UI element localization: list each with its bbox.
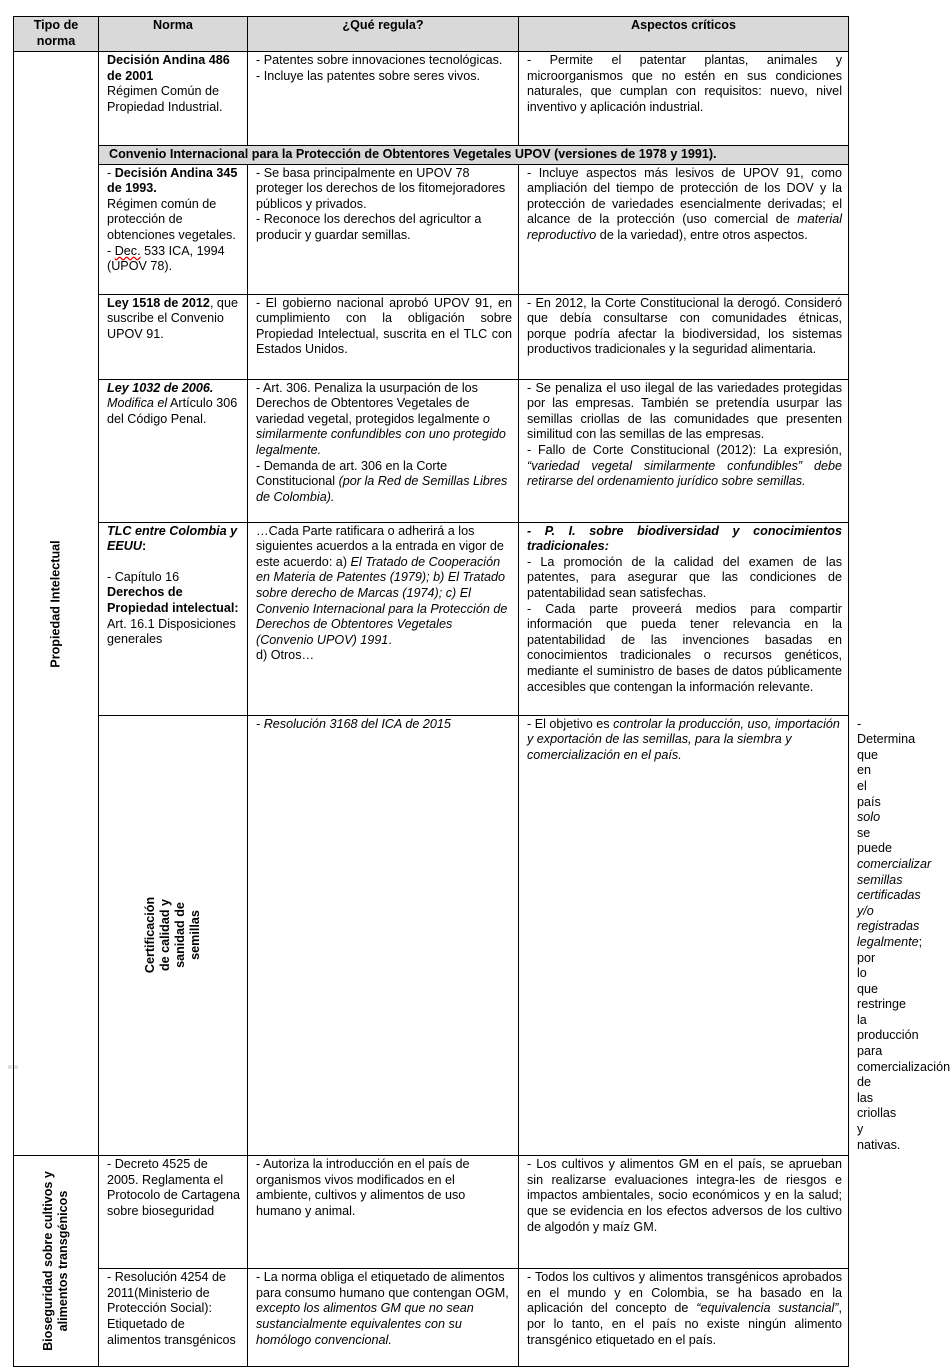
header-aspectos: Aspectos críticos (519, 17, 849, 52)
norma-cell: - Decisión Andina 345 de 1993. Régimen común de protección de obtenciones vegetales. - Dec. 533 ICA, 1994 (UPOV 78). (99, 164, 248, 294)
aspectos-cell: - Incluye aspectos más lesivos de UPOV 91, como ampliación del tiempo de protección de los DOV y la protección de variedades esencialmente derivadas; el alcance de la protección (uso comercial de material reproductivo de la variedad), entre otros aspectos. (519, 164, 849, 294)
norma-cell: Ley 1032 de 2006. Modifica el Artículo 306 del Código Penal. (99, 379, 248, 522)
table-row (14, 1269, 849, 1367)
norma-cell: TLC entre Colombia y EEUU: - Capítulo 16 Derechos de Propiedad intelectual: Art. 16.1 Disposiciones generales (99, 522, 248, 715)
regula-cell: - Patentes sobre innovaciones tecnológicas. - Incluye las patentes sobre seres vivos. (248, 52, 519, 146)
group-propiedad-intelectual: Propiedad Intelectual (14, 52, 99, 1156)
page-corner-marks (8, 1056, 22, 1060)
normas-table (13, 16, 950, 1367)
regula-cell: - El objetivo es controlar la producción, uso, importación y exportación de las semillas, para la siembra y comercialización en el país. (519, 715, 849, 1156)
header-regula: ¿Qué regula? (248, 17, 519, 52)
aspectos-cell: - En 2012, la Corte Constitucional la derogó. Consideró que debía consultarse con comunidades étnicas, porque podría afectar la biodiversidad, los sistemas productivos tradicionales y la seguridad alimentaria. (519, 294, 849, 379)
group-certificacion: Certificación de calidad y sanidad de semillas (99, 715, 248, 1156)
norma-cell: Ley 1518 de 2012, que suscribe el Convenio UPOV 91. (99, 294, 248, 379)
header-row (14, 17, 849, 52)
table-row: Certificación de calidad y sanidad de semillas - Resolución 3168 del ICA de 2015 - El objetivo es controlar la producción, uso, importación y exportación de las semillas, para la siembra y comercialización en el país. - Determina que en el país solo se puede comercializar semillas certificadas y/o registradas legalmente; por lo que restringe la producción para comercialización de las criollas y nativas. (14, 715, 849, 1156)
aspectos-cell: - Se penaliza el uso ilegal de las variedades protegidas por las empresas. También se pretendía usurpar las semillas criollas de las comunidades que presenten similitud con las semillas de las empresas. - Fallo de Corte Constitucional (2012): La expresión, “variedad vegetal similarmente confundibles” debe retirarse del ordenamiento jurídico sobre semillas. (519, 379, 849, 522)
banner-row (14, 146, 849, 165)
aspectos-cell: - Los cultivos y alimentos GM en el país, se aprueban sin realizarse evaluaciones integra-les de riesgos e impactos ambientales, socio económicos y en la salud; que se evidencia en los efectos adversos de los cultivo de algodón y maíz GM. (519, 1156, 849, 1269)
norma-cell: - Resolución 4254 de 2011(Ministerio de Protección Social): Etiquetado de alimentos transgénicos (99, 1269, 248, 1367)
table-row (14, 294, 849, 379)
regula-cell: - Se basa principalmente en UPOV 78 proteger los derechos de los fitomejoradores públicos y privados. - Reconoce los derechos del agricultor a producir y guardar semillas. (248, 164, 519, 294)
table-row (14, 52, 849, 146)
header-norma: Norma (99, 17, 248, 52)
regula-cell: - Autoriza la introducción en el país de organismos vivos modificados en el ambiente, cultivos y alimentos de uso humano y animal. (248, 1156, 519, 1269)
table-row (14, 379, 849, 522)
aspectos-cell: - Permite el patentar plantas, animales y microorganismos que no estén en sus condiciones naturales, que cumplan con requisitos: nuevo, nivel inventivo y aplicación industrial. (519, 52, 849, 146)
table-row (14, 1156, 849, 1269)
table-row (14, 522, 849, 715)
norma-cell: Decisión Andina 486 de 2001 Régimen Común de Propiedad Industrial. (99, 52, 248, 146)
header-tipo: Tipo de norma (14, 17, 99, 52)
regula-cell: - La norma obliga el etiquetado de alimentos para consumo humano que contengan OGM, excepto los alimentos GM que no sean sustancialmente equivalentes con su homólogo convencional. (248, 1269, 519, 1367)
norma-cell: - Decreto 4525 de 2005. Reglamenta el Protocolo de Cartagena sobre bioseguridad (99, 1156, 248, 1269)
aspectos-cell: - Todos los cultivos y alimentos transgénicos aprobados en el mundo y en Colombia, se ha basado en la aplicación del concepto de “equivalencia sustancial”, por lo tanto, en el país no existe ningún alimento transgénico etiquetado en el país. (519, 1269, 849, 1367)
regula-cell: - El gobierno nacional aprobó UPOV 91, en cumplimiento con la obligación sobre Propiedad Intelectual, suscrita en el TLC con Estados Unidos. (248, 294, 519, 379)
group-bioseguridad: Bioseguridad sobre cultivos y alimentos transgénicos (14, 1156, 99, 1367)
table-row (14, 164, 849, 294)
upov-banner: Convenio Internacional para la Protección de Obtentores Vegetales UPOV (versiones de 1978 y 1991). (99, 146, 849, 165)
aspectos-cell: - P. I. sobre biodiversidad y conocimientos tradicionales: - La promoción de la calidad del examen de las patentes, para asegurar que las condiciones de patentabilidad sean satisfechas. - Cada parte proveerá medios para compartir información que pueda tener relevancia en la patentabilidad de las invenciones basadas en conocimientos tradicionales o recursos genéticos, mediante el suministro de bases de datos públicamente accesibles que contengan la información relevante. (519, 522, 849, 715)
regula-cell: …Cada Parte ratificara o adherirá a los siguientes acuerdos a la entrada en vigor de este acuerdo: a) El Tratado de Cooperación en Materia de Patentes (1979); b) El Tratado sobre derecho de Marcas (1974); c) El Convenio Internacional para la Protección de Derechos de Obtentores Vegetales (Convenio UPOV) 1991. d) Otros… (248, 522, 519, 715)
norma-cell: - Resolución 3168 del ICA de 2015 (248, 715, 519, 1156)
regula-cell: - Art. 306. Penaliza la usurpación de los Derechos de Obtentores Vegetales de variedad vegetal, protegidos legalmente o similarmente confundibles con uno protegido legalmente. - Demanda de art. 306 en la Corte Constitucional (por la Red de Semillas Libres de Colombia). (248, 379, 519, 522)
